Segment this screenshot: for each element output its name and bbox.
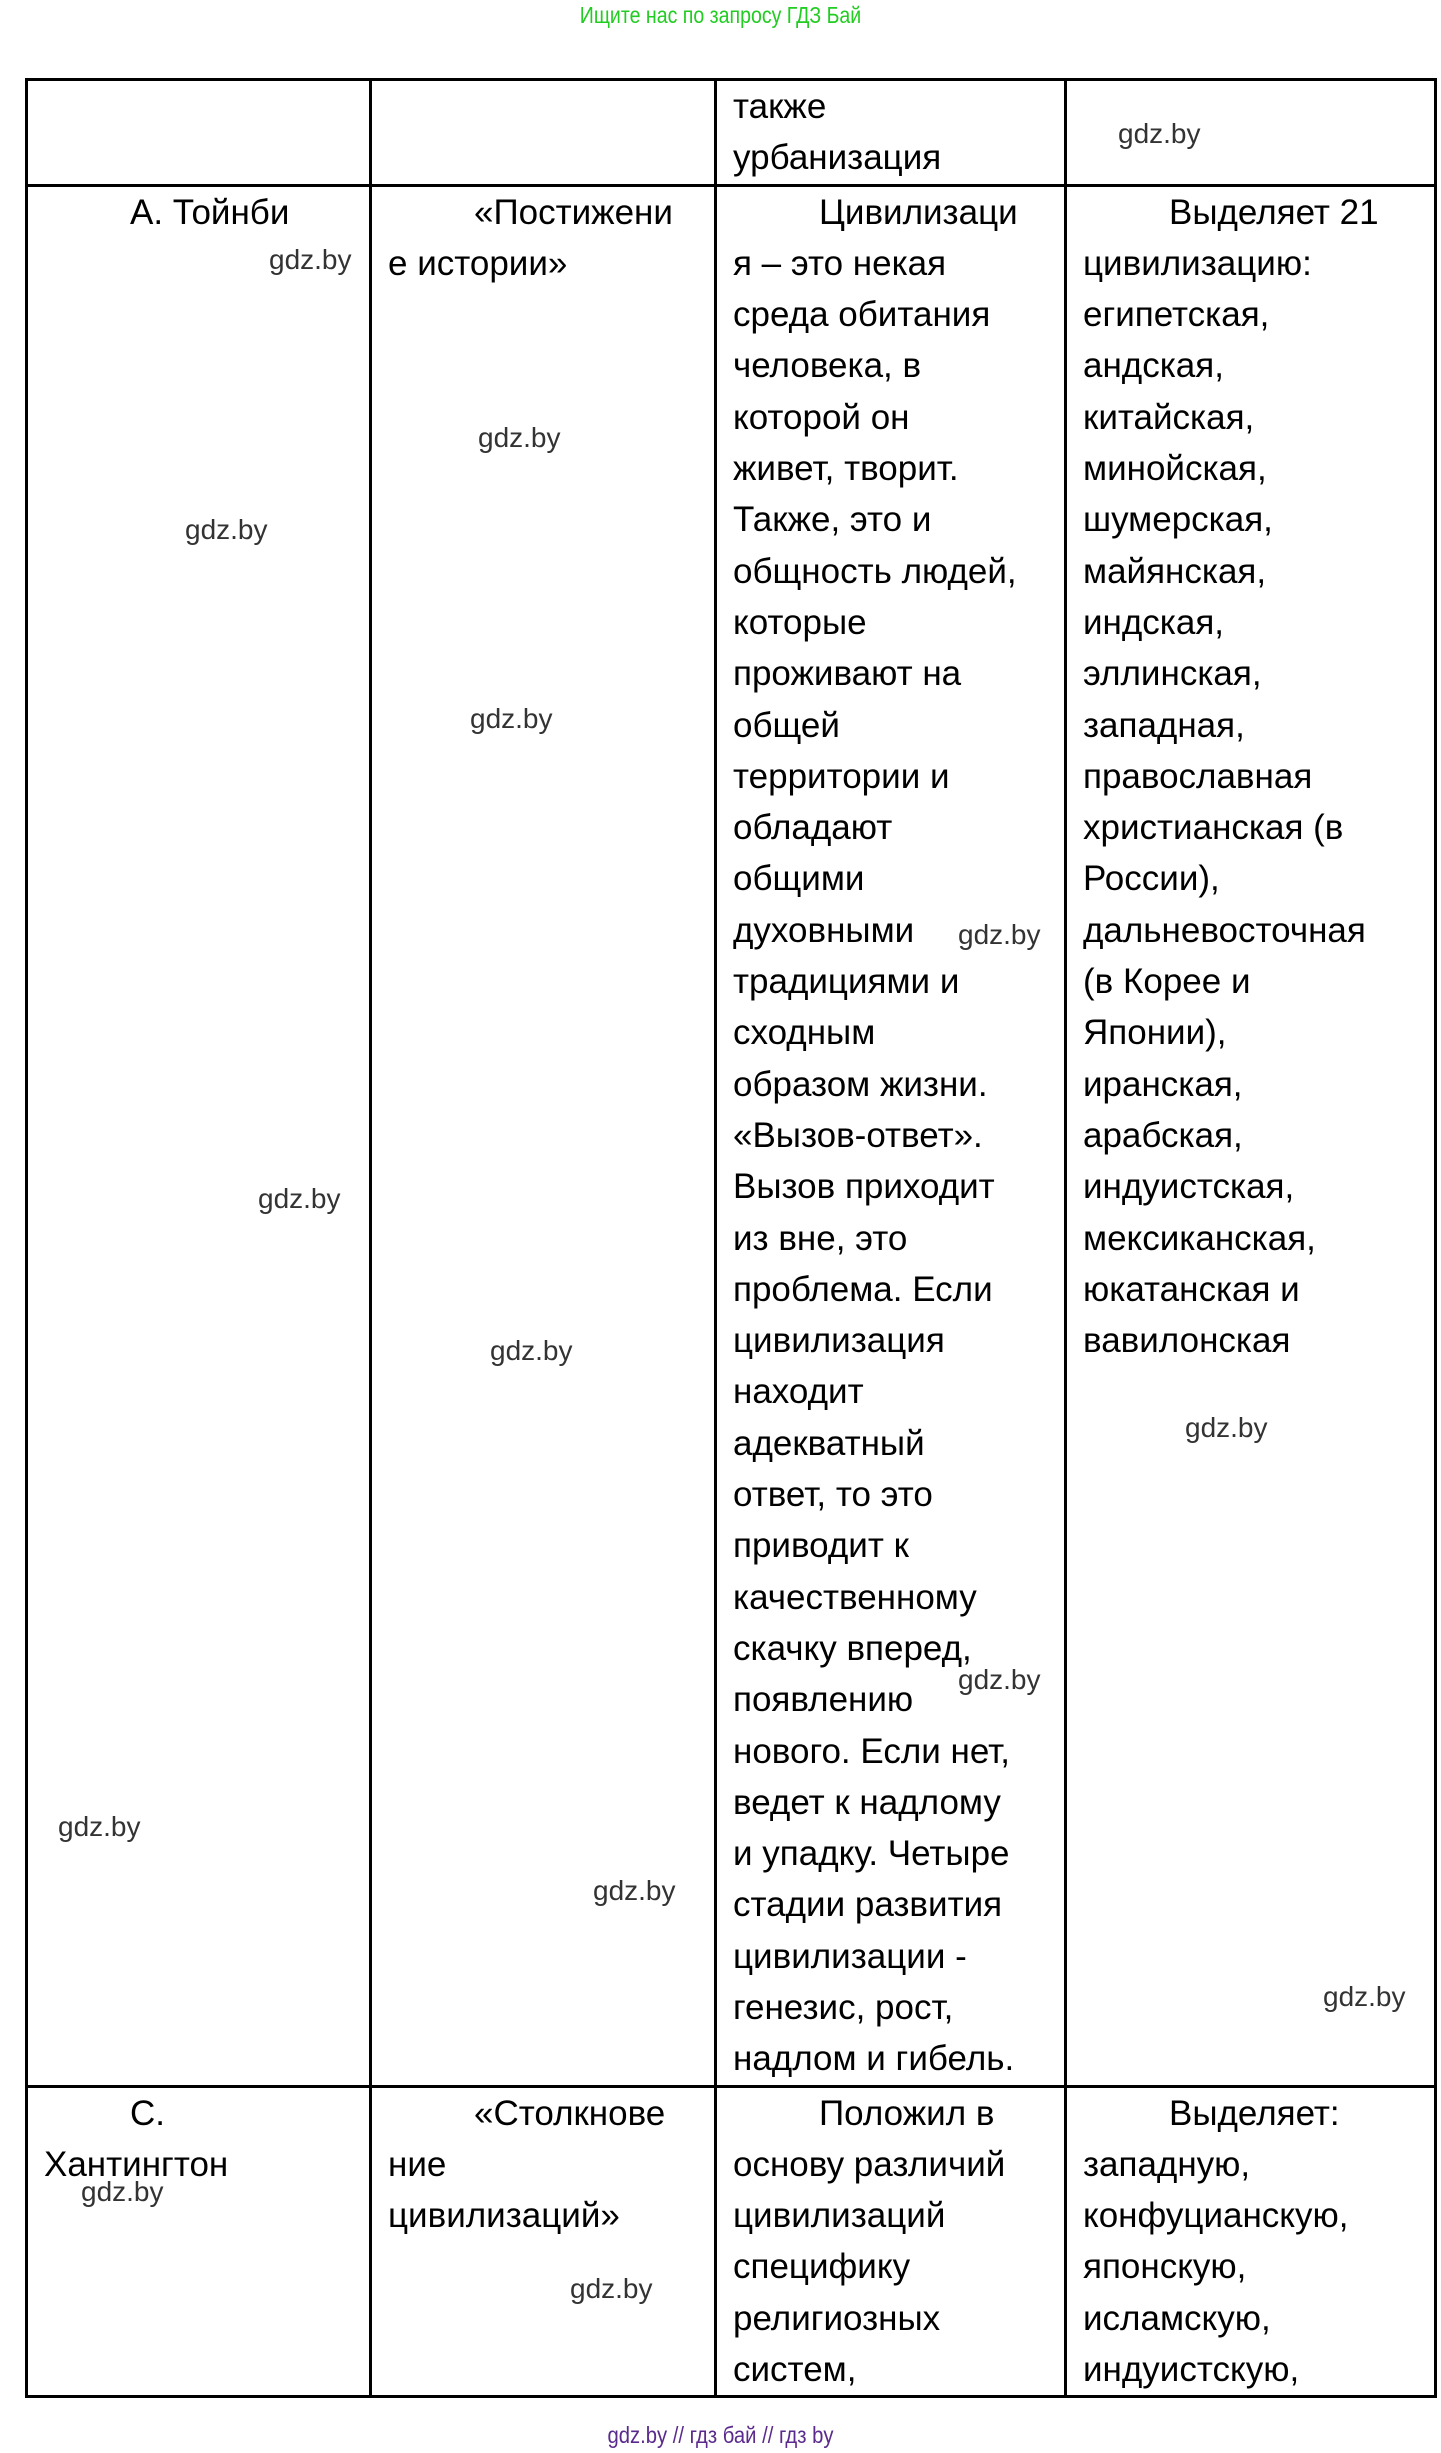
civilization-table: [25, 78, 1437, 2398]
cell-text-line: общими: [733, 859, 865, 899]
cell-text-line: ние: [388, 2144, 447, 2184]
cell-text-line: западная,: [1083, 705, 1245, 745]
author-cell: [27, 185, 371, 2086]
cell-text-line: китайская,: [1083, 397, 1255, 437]
cell-text-line: «Постижени: [474, 192, 673, 232]
cell-text-line: японскую,: [1083, 2247, 1247, 2287]
cell-text-line: мексиканская,: [1083, 1218, 1316, 1258]
cell-text-line: Положил в: [819, 2093, 995, 2133]
cell-text-line: Хантингтон: [44, 2144, 229, 2184]
cell-text-line: е истории»: [388, 243, 568, 283]
cell-text-line: исламскую,: [1083, 2298, 1271, 2338]
cell-text-line: Выделяет 21: [1169, 192, 1379, 232]
cell-text-line: С.: [130, 2093, 165, 2133]
cell-text-line: юкатанская и: [1083, 1269, 1300, 1309]
cell-text-line: среда обитания: [733, 295, 991, 335]
cell-text-line: и упадку. Четыре: [733, 1834, 1010, 1874]
cell-text-line: традициями и: [733, 962, 960, 1002]
watermark-text: gdz.by: [470, 703, 553, 734]
watermark-text: gdz.by: [958, 919, 1041, 950]
cell-text-line: проживают на: [733, 654, 962, 694]
cell-text-line: иранская,: [1083, 1064, 1243, 1104]
watermark-text: gdz.by: [258, 1183, 341, 1214]
cell-text-line: западную,: [1083, 2144, 1251, 2184]
watermark-text: gdz.by: [185, 514, 268, 545]
cell-text-line: которой он: [733, 397, 910, 437]
cell-text-line: Вызов приходит: [733, 1167, 995, 1207]
watermark-text: gdz.by: [490, 1335, 573, 1366]
cell-text-line: вавилонская: [1083, 1321, 1291, 1361]
watermark-text: gdz.by: [478, 422, 561, 453]
cell-text-line: арабская,: [1083, 1115, 1243, 1155]
watermark-text: gdz.by: [958, 1664, 1041, 1695]
cell-text-line: египетская,: [1083, 295, 1270, 335]
cell-text-line: адекватный: [733, 1423, 925, 1463]
cell-text-line: духовными: [733, 910, 915, 950]
work-cell: [371, 185, 716, 2086]
watermark-text: gdz.by: [81, 2176, 164, 2207]
cell-text-line: урбанизация: [733, 138, 942, 178]
watermark-text: gdz.by: [1185, 1412, 1268, 1443]
watermark-text: gdz.by: [1118, 118, 1201, 149]
footer-links: gdz.by // гдз бай // гдз by: [607, 2422, 834, 2448]
cell-text-line: христианская (в: [1083, 808, 1344, 848]
concept-cell: [716, 80, 1066, 186]
watermark-text: gdz.by: [1323, 1981, 1406, 2012]
table-row: [27, 80, 1436, 186]
cell-text-line: майянская,: [1083, 551, 1267, 591]
cell-text-line: ответ, то это: [733, 1475, 933, 1515]
cell-text-line: обладают: [733, 808, 893, 848]
cell-text-line: А. Тойнби: [130, 192, 290, 232]
cell-text-line: конфуцианскую,: [1083, 2196, 1349, 2236]
watermark-text: gdz.by: [593, 1875, 676, 1906]
cell-text-line: систем,: [733, 2350, 857, 2390]
concept-cell: [716, 185, 1066, 2086]
cell-text-line: Японии),: [1083, 1013, 1227, 1053]
cell-text-line: скачку вперед,: [733, 1628, 972, 1668]
cell-text-line: которые: [733, 602, 867, 642]
cell-text-line: из вне, это: [733, 1218, 908, 1258]
cell-text-line: человека, в: [733, 346, 922, 386]
cell-text-line: нового. Если нет,: [733, 1731, 1011, 1771]
work-cell: [371, 2086, 716, 2397]
cell-text-line: минойская,: [1083, 449, 1267, 489]
author-cell: [27, 2086, 371, 2397]
cell-text-line: дальневосточная: [1083, 910, 1366, 950]
cell-text-line: специфику: [733, 2247, 911, 2287]
search-banner: Ищите нас по запросу ГДЗ Бай: [579, 2, 862, 28]
cell-text-line: ведет к надлому: [733, 1782, 1001, 1822]
civilizations-cell: [1066, 2086, 1436, 2397]
cell-text-line: цивилизации -: [733, 1936, 967, 1976]
cell-text-line: (в Корее и: [1083, 962, 1251, 1002]
cell-text-line: появлению: [733, 1680, 914, 1720]
cell-text-line: индуистскую,: [1083, 2350, 1300, 2390]
cell-text-line: цивилизацию:: [1083, 243, 1312, 283]
table-row: [27, 185, 1436, 2086]
cell-text-line: России),: [1083, 859, 1220, 899]
civilizations-cell: [1066, 185, 1436, 2086]
cell-text-line: живет, творит.: [733, 449, 959, 489]
cell-text-line: также: [733, 87, 827, 126]
cell-text-line: Выделяет:: [1169, 2093, 1340, 2133]
cell-text-line: шумерская,: [1083, 500, 1273, 540]
cell-text-line: цивилизаций: [733, 2196, 946, 2236]
cell-text-line: я – это некая: [733, 243, 947, 283]
cell-text-line: эллинская,: [1083, 654, 1262, 694]
cell-text-line: стадии развития: [733, 1885, 1003, 1925]
cell-text-line: Цивилизаци: [819, 192, 1018, 232]
cell-text-line: православная: [1083, 756, 1313, 796]
cell-text-line: андская,: [1083, 346, 1224, 386]
cell-text-line: основу различий: [733, 2144, 1006, 2184]
cell-text-line: индская,: [1083, 602, 1225, 642]
cell-text-line: образом жизни.: [733, 1064, 988, 1104]
watermark-text: gdz.by: [570, 2273, 653, 2304]
watermark-text: gdz.by: [269, 244, 352, 275]
cell-text-line: общей: [733, 705, 840, 745]
cell-text-line: «Вызов-ответ».: [733, 1115, 983, 1155]
cell-text-line: проблема. Если: [733, 1269, 993, 1309]
cell-text-line: общность людей,: [733, 551, 1017, 591]
cell-text-line: цивилизация: [733, 1321, 945, 1361]
work-cell: [371, 80, 716, 186]
watermark-text: gdz.by: [58, 1811, 141, 1842]
cell-text-line: качественному: [733, 1577, 977, 1617]
author-cell: [27, 80, 371, 186]
cell-text-line: индуистская,: [1083, 1167, 1295, 1207]
cell-text-line: генезис, рост,: [733, 1987, 954, 2027]
concept-cell: [716, 2086, 1066, 2397]
cell-text-line: «Столкнове: [474, 2093, 666, 2133]
cell-text-line: приводит к: [733, 1526, 909, 1566]
cell-text-line: территории и: [733, 756, 950, 796]
cell-text-line: сходным: [733, 1013, 876, 1053]
cell-text-line: цивилизаций»: [388, 2196, 620, 2236]
table-row: [27, 2086, 1436, 2397]
cell-text-line: надлом и гибель.: [733, 2039, 1015, 2079]
cell-text-line: Также, это и: [733, 500, 932, 540]
cell-text-line: находит: [733, 1372, 864, 1412]
cell-text-line: религиозных: [733, 2298, 941, 2338]
